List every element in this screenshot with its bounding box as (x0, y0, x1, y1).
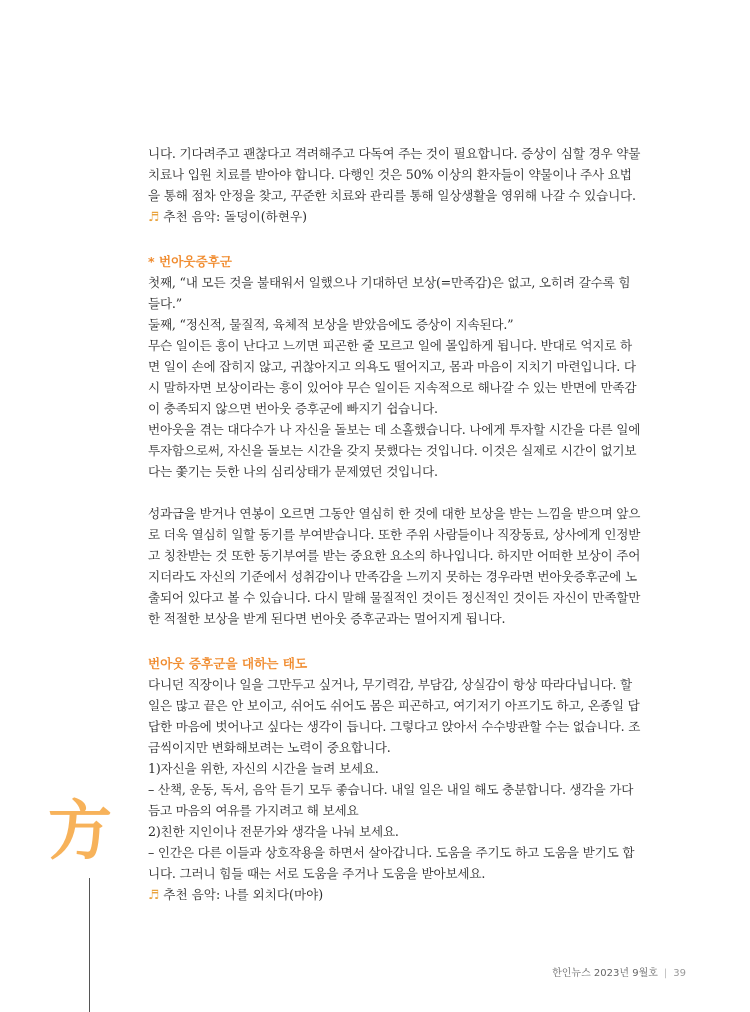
page-number: 39 (673, 968, 686, 979)
paragraph: 번아웃을 겪는 대다수가 나 자신을 돌보는 데 소홀했습니다. 나에게 투자할 시간을 다른 일에 투자함으로써, 자신을 돌보는 시간을 갖지 못했다는 것입니다. 이것은 실제로 시간이 없기보 다는 쫓기는 듯한 나의 심리상태가 문제였던 것입니다. (148, 422, 641, 479)
paragraph: 다니던 직장이나 일을 그만두고 싶거나, 무기력감, 부담감, 상실감이 항상 따라다닙니다. 할 일은 많고 끝은 안 보이고, 쉬어도 쉬어도 몸은 피곤하고, 여기저기 아프기도 하고, 온종일 답 답한 마음에 벗어나고 싶다는 생각이 듭니다. 그렇다고 앉아서 수수방관할 수는 없습니다. 조 금씩이지만 변화해보려는 노력이 중요합니다. (148, 677, 641, 755)
paragraph: 첫째, “내 모든 것을 불태워서 일했으나 기대하던 보상(=만족감)은 없고, 오히려 갈수록 힘 들다.” (148, 275, 631, 311)
music-text: 추천 음악: 나를 외치다(마야) (163, 887, 324, 902)
paragraph: 니다. 기다려주고 괜찮다고 격려해주고 다독여 주는 것이 필요합니다. 증상이 심할 경우 약물 치료나 입원 치료를 받아야 합니다. 다행인 것은 50% 이상의 환자들이 약물이나 주사 요법 을 통해 점차 안정을 찾고, 꾸준한 치료와 관리를 통해 일상생활을 영위해 나갈 수 있습니다. (148, 146, 641, 203)
recommended-music (148, 206, 696, 227)
music-text: 추천 음악: 돌덩이(하현우) (163, 209, 308, 224)
decorative-character: 方 (48, 795, 112, 869)
section-heading: * 번아웃증후군 (148, 254, 232, 269)
paragraph: 성과급을 받거나 연봉이 오르면 그동안 열심히 한 것에 대한 보상을 받는 느낌을 받으며 앞으 로 더욱 열심히 일할 동기를 부여받습니다. 또한 주위 사람들이나 직장동료, 상사에게 인정받 고 칭찬받는 것 또한 동기부여를 받는 중요한 요소의 하나입니다. 하지만 어떠한 보상이 주어 지더라도 자신의 기준에서 성취감이나 만족감을 느끼지 못하는 경우라면 번아웃증후군에 노 출되어 있다고 볼 수 있습니다. 다시 말해 물질적인 것이든 정신적인 것이든 자신이 만족할만 한 적절한 보상을 받게 된다면 번아웃 증후군과는 멀어지게 됩니다. (148, 506, 641, 626)
paragraph: 무슨 일이든 흥이 난다고 느끼면 피곤한 줄 모르고 일에 몰입하게 됩니다. 반대로 억지로 하 면 일이 손에 잡히지 않고, 귀찮아지고 의욕도 떨어지고, 몸과 마음이 지치기 마련입니다. 다 시 말하자면 보상이라는 흥이 있어야 무슨 일이든 지속적으로 해나갈 수 있는 반면에 만족감 이 충족되지 않으면 번아웃 증후군에 빠지기 쉽습니다. (148, 338, 637, 416)
list-item-detail: – 산책, 운동, 독서, 음악 듣기 모두 좋습니다. 내일 일은 내일 해도 충분합니다. 생각을 가다 듬고 마음의 여유를 가지려고 해 보세요 (148, 782, 634, 818)
decorative-line (89, 878, 90, 1012)
paragraph: 둘째, “정신적, 물질적, 육체적 보상을 받았음에도 증상이 지속된다.” (148, 317, 514, 332)
music-note-icon: ♬ (148, 887, 160, 902)
list-item-detail: – 인간은 다른 이들과 상호작용을 하면서 살아갑니다. 도움을 주기도 하고 도움을 받기도 합 니다. 그러니 힘들 때는 서로 도움을 주거나 도움을 받아보세요. (148, 845, 635, 881)
article-body (148, 143, 696, 905)
recommended-music (148, 884, 696, 905)
music-note-icon: ♬ (148, 209, 160, 224)
list-item: 1)자신을 위한, 자신의 시간을 늘려 보세요. (148, 761, 379, 776)
footer-separator: | (663, 968, 668, 979)
section-heading: 번아웃 증후군을 대하는 태도 (148, 656, 308, 671)
list-item: 2)친한 지인이나 전문가와 생각을 나눠 보세요. (148, 824, 399, 839)
page-footer (552, 964, 686, 979)
publication-name: 한인뉴스 2023년 9월호 (552, 968, 658, 979)
